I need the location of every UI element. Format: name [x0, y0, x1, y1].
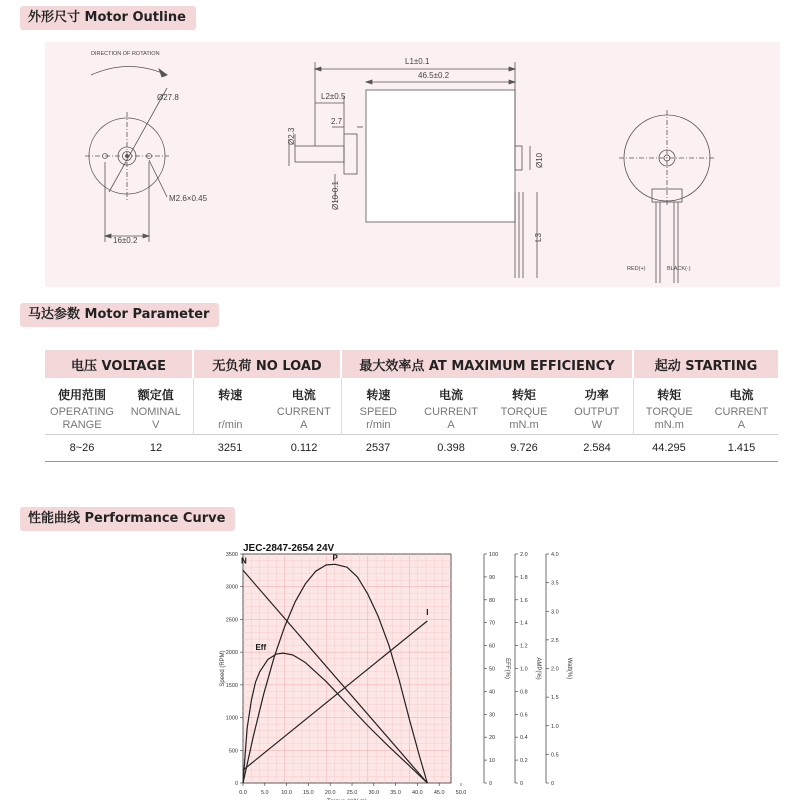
x-tick-label: 45.0	[433, 790, 445, 796]
x-tick-label: 40.0	[412, 790, 423, 796]
group-starting: 起动 STARTING	[633, 350, 778, 378]
cn-header: 电流	[439, 387, 464, 402]
value-cell: 2.584	[561, 435, 633, 462]
value-cell: 8~26	[45, 435, 119, 462]
amp-tick-label: 0	[520, 781, 524, 787]
value-cell: 44.295	[633, 435, 705, 462]
lead-black-label: BLACK(-)	[667, 266, 691, 272]
plot-area	[243, 554, 451, 783]
lead-red-label: RED(+)	[627, 266, 646, 272]
dim-body-length: 46.5±0.2	[418, 71, 450, 80]
speed-tick-label: 3500	[225, 552, 238, 558]
value-cell: 0.112	[267, 435, 341, 462]
rotation-arrow-icon	[159, 69, 167, 77]
group-header-row	[45, 350, 778, 378]
value-cell: 2537	[341, 435, 415, 462]
en-header: CURRENT A	[276, 406, 331, 431]
series-label-n: N	[241, 556, 247, 566]
x-tick-label: 35.0	[390, 790, 401, 796]
series-label-p: P	[332, 553, 338, 563]
eff-tick-label: 60	[489, 643, 496, 650]
rear-view	[619, 110, 715, 283]
series-label-i: I	[426, 607, 429, 617]
eff-tick-label: 70	[489, 620, 496, 627]
eff-tick-label: 90	[489, 574, 496, 581]
value-cell: 1.415	[705, 435, 778, 462]
x-tick-label: 50.0	[455, 790, 467, 796]
cn-header-row	[45, 378, 778, 406]
amp-tick-label: 1.4	[520, 620, 528, 627]
direction-label: DIRECTION OF ROTATION	[91, 51, 160, 57]
value-cell: 9.726	[487, 435, 561, 462]
watt-tick-label: 3.0	[551, 609, 559, 616]
watt-tick-label: 2.5	[551, 637, 559, 644]
en-header: TORQUE mN.m	[500, 406, 548, 431]
watt-tick-label: 4.0	[551, 552, 559, 558]
eff-tick-label: 10	[489, 758, 496, 765]
x-tick-label: 0.0	[239, 790, 247, 796]
cn-header: 电流	[291, 387, 316, 402]
amp-tick-label: 0.2	[520, 758, 528, 765]
watt-tick-label: 1.0	[551, 723, 559, 730]
x-tick-label: 20.0	[324, 790, 336, 796]
dim-l3: L3	[534, 233, 543, 242]
x-tick-label: 5.0	[260, 790, 269, 796]
speed-tick-label: 2000	[225, 650, 238, 657]
chart-grid	[243, 554, 451, 783]
x-tick-label: 10.0	[281, 790, 292, 796]
x-tick-label: 15.0	[303, 790, 314, 796]
en-header: TORQUE mN.m	[633, 406, 705, 435]
parameter-table	[45, 350, 778, 462]
en-header: OPERATING RANGE	[50, 406, 114, 431]
dim-thread: M2.6×0.45	[169, 194, 208, 203]
dim-shaft-step: 2.7	[331, 117, 343, 126]
value-cell: 12	[119, 435, 193, 462]
speed-tick-label: 3000	[225, 584, 238, 591]
en-header: CURRENT A	[424, 406, 478, 431]
cn-header: 电流	[729, 387, 754, 402]
cn-header: 转速	[193, 378, 267, 406]
eff-tick-label: 80	[489, 597, 496, 604]
cn-header: 功率	[584, 387, 609, 402]
speed-tick-label: 2500	[225, 617, 238, 624]
en-header: OUTPUT W	[574, 406, 620, 431]
front-view	[85, 88, 169, 242]
dim-shaft-diameter: Ø2.3	[287, 127, 296, 145]
en-header: SPEED r/min	[341, 406, 415, 435]
en-header-row	[45, 406, 778, 435]
value-cell: 3251	[193, 435, 267, 462]
performance-chart	[0, 530, 800, 800]
x-tick-label: 30.0	[368, 790, 380, 796]
watt-tick-label: 2.0	[551, 666, 559, 673]
dim-l1: L1±0.1	[405, 57, 430, 66]
x-tick-label: 25.0	[346, 790, 358, 796]
watt-axis-label: Watt(%)	[566, 657, 572, 680]
eff-tick-label: 50	[489, 666, 496, 673]
eff-axis-label: EFF(%)	[504, 658, 510, 679]
curve-heading: 性能曲线 Performance Curve	[20, 507, 235, 531]
amp-tick-label: 1.2	[520, 643, 528, 650]
en-header: CURRENT A	[714, 406, 769, 431]
outline-heading: 外形尺寸 Motor Outline	[20, 6, 196, 30]
dim-l2: L2±0.5	[321, 92, 346, 101]
amp-tick-label: 2.0	[520, 552, 528, 558]
cn-header: 使用范围	[58, 387, 107, 402]
group-no-load: 无负荷 NO LOAD	[193, 350, 341, 378]
cn-header: 转速	[341, 378, 415, 406]
speed-tick-label: 0	[234, 781, 238, 787]
cn-header: 转矩	[633, 378, 705, 406]
watt-tick-label: 3.5	[551, 580, 559, 587]
cn-header: 额定值	[137, 387, 174, 402]
amp-tick-label: 0.4	[520, 735, 528, 742]
speed-tick-label: 1500	[225, 682, 238, 689]
outline-drawing	[45, 42, 780, 287]
en-header: NOMINAL V	[130, 406, 181, 431]
dim-rear-diameter: Ø10	[535, 152, 544, 168]
speed-axis-label: Speed (RPM)	[220, 650, 226, 687]
amp-tick-label: 0.8	[520, 689, 528, 696]
group-voltage: 电压 VOLTAGE	[45, 350, 193, 378]
amp-tick-label: 1.6	[520, 597, 528, 604]
value-row	[45, 435, 778, 462]
eff-tick-label: 100	[489, 552, 499, 558]
series-label-eff: Eff	[255, 643, 267, 653]
group-max-efficiency: 最大效率点 AT MAXIMUM EFFICIENCY	[341, 350, 633, 378]
dim-face-diameter: Ø27.8	[157, 93, 179, 102]
dim-boss-diameter: Ø10-0.1	[331, 181, 340, 210]
eff-tick-label: 0	[489, 781, 493, 787]
watt-tick-label: 0	[551, 781, 555, 787]
dim-hole-spacing: 16±0.2	[113, 236, 138, 245]
rotation-arc	[91, 67, 167, 76]
value-cell: 0.398	[415, 435, 487, 462]
outline-panel	[45, 42, 780, 287]
speed-tick-label: 500	[228, 748, 238, 755]
amp-axis-label: AMP(%)	[535, 657, 541, 680]
parameter-heading: 马达参数 Motor Parameter	[20, 303, 219, 327]
amp-tick-label: 1.0	[520, 666, 528, 673]
eff-tick-label: 30	[489, 712, 496, 719]
watt-tick-label: 1.5	[551, 695, 559, 702]
cn-header: 转矩	[512, 387, 537, 402]
chart-title: JEC-2847-2654 24V	[243, 543, 335, 554]
eff-tick-label: 20	[489, 735, 496, 742]
en-header: r/min	[193, 406, 267, 435]
amp-tick-label: 1.8	[520, 574, 528, 581]
speed-tick-label: 1000	[225, 715, 238, 722]
amp-tick-label: 0.6	[520, 712, 528, 719]
eff-tick-label: 40	[489, 689, 496, 696]
watt-tick-label: 0.5	[551, 752, 559, 759]
